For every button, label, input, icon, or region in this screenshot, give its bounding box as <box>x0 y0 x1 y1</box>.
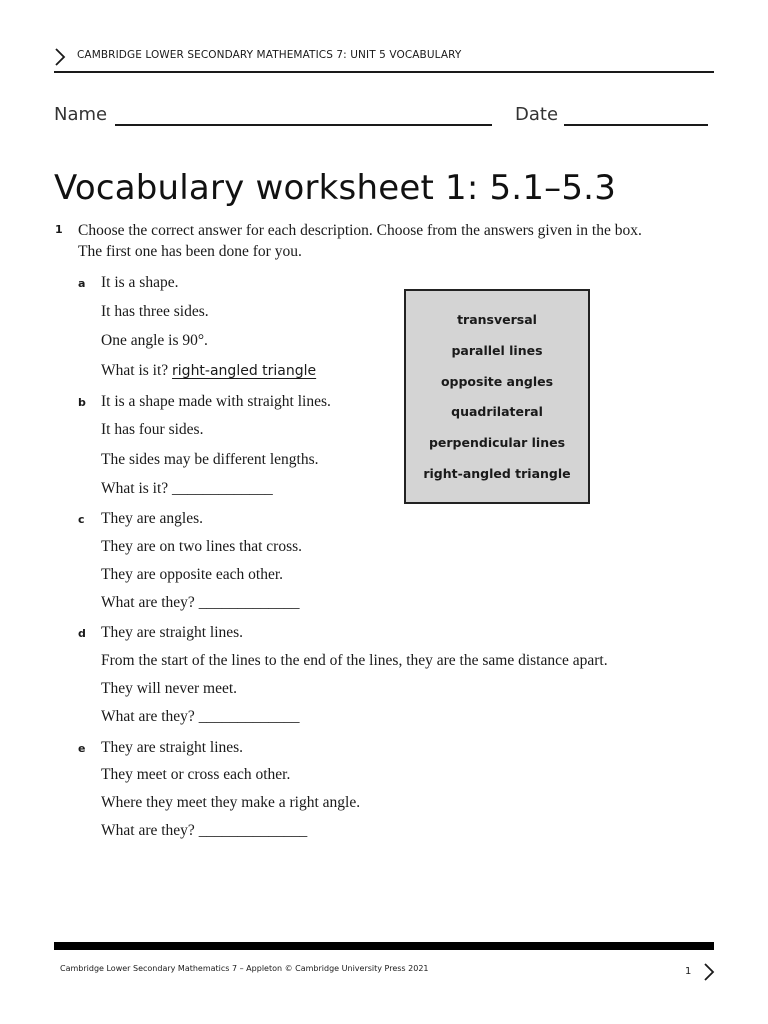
chevron-right-icon <box>54 48 66 66</box>
clue-line: One angle is 90°. <box>101 332 208 349</box>
clue-line: From the start of the lines to the end of the lines, they are the same distance apart. <box>101 652 608 669</box>
part-letter: d <box>78 627 86 640</box>
answer-blank[interactable]: ______________ <box>198 822 308 839</box>
answer-line <box>101 708 299 726</box>
answer-options-box <box>404 289 590 504</box>
clue-line: They are straight lines. <box>101 739 244 756</box>
footer-credit: Cambridge Lower Secondary Mathematics 7 – Appleton © Cambridge University Press 2021 <box>60 964 429 973</box>
answer-blank[interactable]: _____________ <box>198 708 300 725</box>
clue-line: It has four sides. <box>101 421 204 438</box>
answer-blank[interactable]: _____________ <box>198 594 300 611</box>
clue-line: Where they meet they make a right angle. <box>101 794 361 811</box>
clue-line: It is a shape. <box>101 274 179 291</box>
running-header: CAMBRIDGE LOWER SECONDARY MATHEMATICS 7: UNIT 5 VOCABULARY <box>77 49 462 61</box>
answer-option: transversal <box>457 312 537 327</box>
date-field[interactable] <box>564 124 708 126</box>
chevron-right-icon[interactable] <box>703 963 715 981</box>
question-instruction <box>78 220 698 262</box>
footer-rule <box>54 942 714 950</box>
name-label: Name <box>54 104 108 125</box>
clue-line: They are on two lines that cross. <box>101 538 303 555</box>
clue-line: It has three sides. <box>101 303 209 320</box>
clue-line: The sides may be different lengths. <box>101 451 319 468</box>
name-field[interactable] <box>115 124 492 126</box>
clue-line: It is a shape made with straight lines. <box>101 393 331 410</box>
answer-line <box>101 362 316 380</box>
prompt-text: What is it? <box>101 362 169 379</box>
prompt-text: What are they? <box>101 822 195 839</box>
part-letter: b <box>78 396 86 409</box>
answer-option: parallel lines <box>451 343 543 358</box>
answer-line <box>101 822 307 840</box>
part-letter: c <box>78 513 85 526</box>
clue-line: They are angles. <box>101 510 203 527</box>
clue-line: They meet or cross each other. <box>101 766 291 783</box>
clue-line: They are opposite each other. <box>101 566 284 583</box>
date-label: Date <box>515 104 559 125</box>
answer-option: opposite angles <box>440 374 554 389</box>
clue-line: They are straight lines. <box>101 624 244 641</box>
part-letter: a <box>78 277 86 290</box>
instruction-line: Choose the correct answer for each description. Choose from the answers given in the box. <box>78 222 642 239</box>
answer-option: quadrilateral <box>451 404 543 419</box>
question-number: 1 <box>55 223 63 236</box>
answer-option: right-angled triangle <box>423 466 571 481</box>
prompt-text: What are they? <box>101 594 195 611</box>
prompt-text: What is it? <box>101 480 169 497</box>
prompt-text: What are they? <box>101 708 195 725</box>
answer-line <box>101 480 273 498</box>
answer-line <box>101 594 299 612</box>
answer-blank[interactable]: _____________ <box>172 480 273 497</box>
instruction-line: The first one has been done for you. <box>78 243 302 260</box>
example-answer: right-angled triangle <box>172 363 317 379</box>
page-number: 1 <box>685 966 692 977</box>
header-rule <box>54 71 714 73</box>
part-letter: e <box>78 742 86 755</box>
page-title: Vocabulary worksheet 1: 5.1–5.3 <box>54 168 617 208</box>
clue-line: They will never meet. <box>101 680 238 697</box>
answer-option: perpendicular lines <box>428 435 566 450</box>
